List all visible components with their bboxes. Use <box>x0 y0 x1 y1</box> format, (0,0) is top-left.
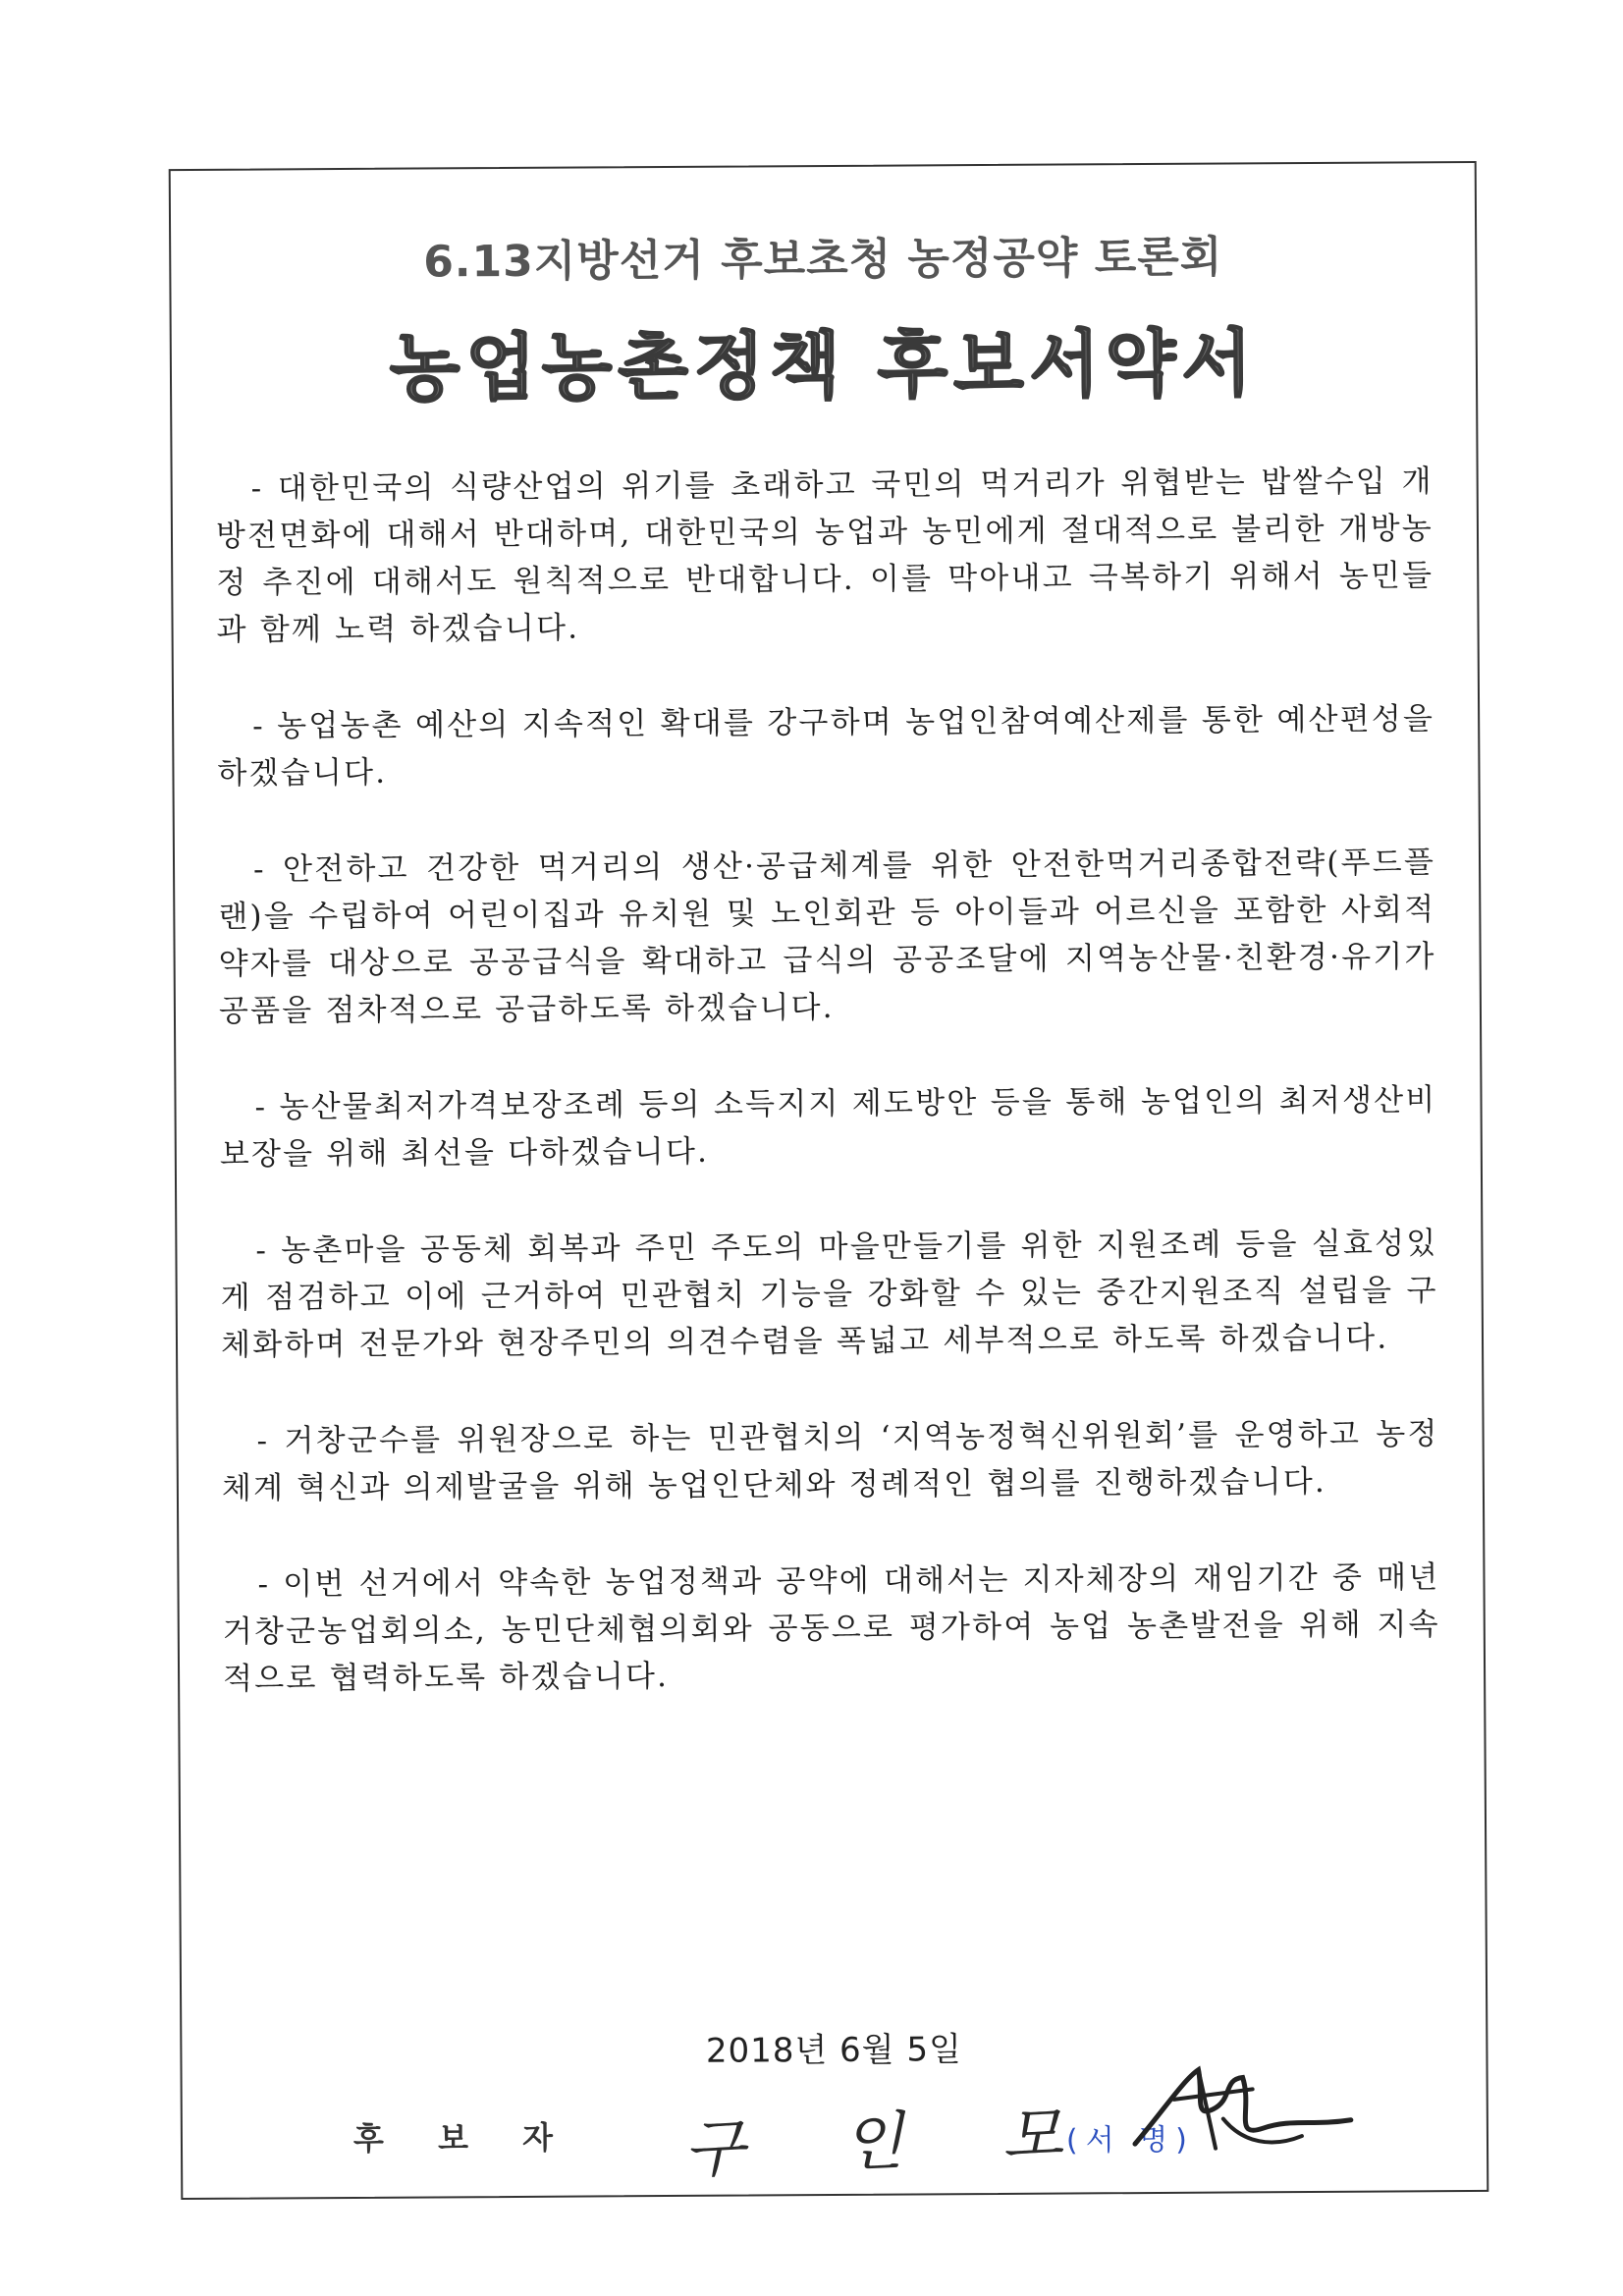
pledge-text-3: - 안전하고 건강한 먹거리의 생산·공급체계를 위한 안전한먹거리종합전략(푸드플랜)을 수립하여 어린이집과 유치원 및 노인회관 등 아이들과 어르신을 포함한 사회적 약자를 대상으로 공공급식을 확대하고 급식의 공공조달에 지역농산물·친환경·유기가공품을 점차적으로 공급하도록 하겠습니다. <box>218 845 1436 1029</box>
pledge-text-4: - 농산물최저가격보장조례 등의 소득지지 제도방안 등을 통해 농업인의 최저생산비보장을 위해 최선을 다하겠습니다. <box>219 1082 1437 1173</box>
pledge-text-5: - 농촌마을 공동체 회복과 주민 주도의 마을만들기를 위한 지원조례 등을 실효성있게 점검하고 이에 근거하여 민관협치 기능을 강화할 수 있는 중간지원조직 설립을 구체화하며 전문가와 현장주민의 의견수렴을 폭넓고 세부적으로 하도록 하겠습니다. <box>220 1226 1438 1363</box>
pledge-text-7: - 이번 선거에서 약속한 농업정책과 공약에 대해서는 지자체장의 재임기간 중 매년 거창군농업회의소, 농민단체협의회와 공동으로 평가하여 농업 농촌발전을 위해 지속적으로 협력하도록 하겠습니다. <box>222 1559 1440 1697</box>
pledge-paragraph-7 <box>222 1554 1440 1703</box>
pledge-paragraph-3 <box>218 839 1436 1035</box>
pledge-text-2: - 농업농촌 예산의 지속적인 확대를 강구하며 농업인참여예산제를 통한 예산편성을 하겠습니다. <box>217 701 1435 792</box>
pledge-paragraph-4 <box>219 1076 1437 1178</box>
signing-date: 2018년 6월 5일 <box>705 2030 963 2071</box>
pledge-paragraph-1 <box>216 458 1434 654</box>
signature-scribble-icon <box>1105 2050 1361 2169</box>
pledge-body <box>173 458 1485 1752</box>
candidate-handwritten-name: 구 인 모 <box>681 2097 1104 2188</box>
document-title: 농업농촌정책 후보서약서 <box>389 321 1259 411</box>
candidate-label: 후 보 자 <box>352 2118 575 2158</box>
pledge-paragraph-5 <box>220 1220 1438 1369</box>
pledge-text-6: - 거창군수를 위원장으로 하는 민관협치의 ‘지역농정혁신위원회’를 운영하고 농정체계 혁신과 의제발굴을 위해 농업인단체와 정례적인 협의를 진행하겠습니다. <box>221 1416 1439 1506</box>
pledge-paragraph-6 <box>221 1410 1439 1512</box>
pledge-paragraph-2 <box>217 695 1435 797</box>
pledge-text-1: - 대한민국의 식량산업의 위기를 초래하고 국민의 먹거리가 위협받는 밥쌀수입 개방전면화에 대해서 반대하며, 대한민국의 농업과 농민에게 절대적으로 불리한 개방농정 추진에 대해서도 원칙적으로 반대합니다. 이를 막아내고 극복하기 위해서 농민들과 함께 노력 하겠습니다. <box>215 464 1434 648</box>
document-frame <box>169 161 1489 2200</box>
document-subtitle: 6.13지방선거 후보초청 농정공약 토론회 <box>423 232 1223 288</box>
header <box>171 220 1476 416</box>
signature-mark-label: (서 명) <box>1065 2122 1195 2159</box>
signer-row <box>183 2088 1488 2188</box>
